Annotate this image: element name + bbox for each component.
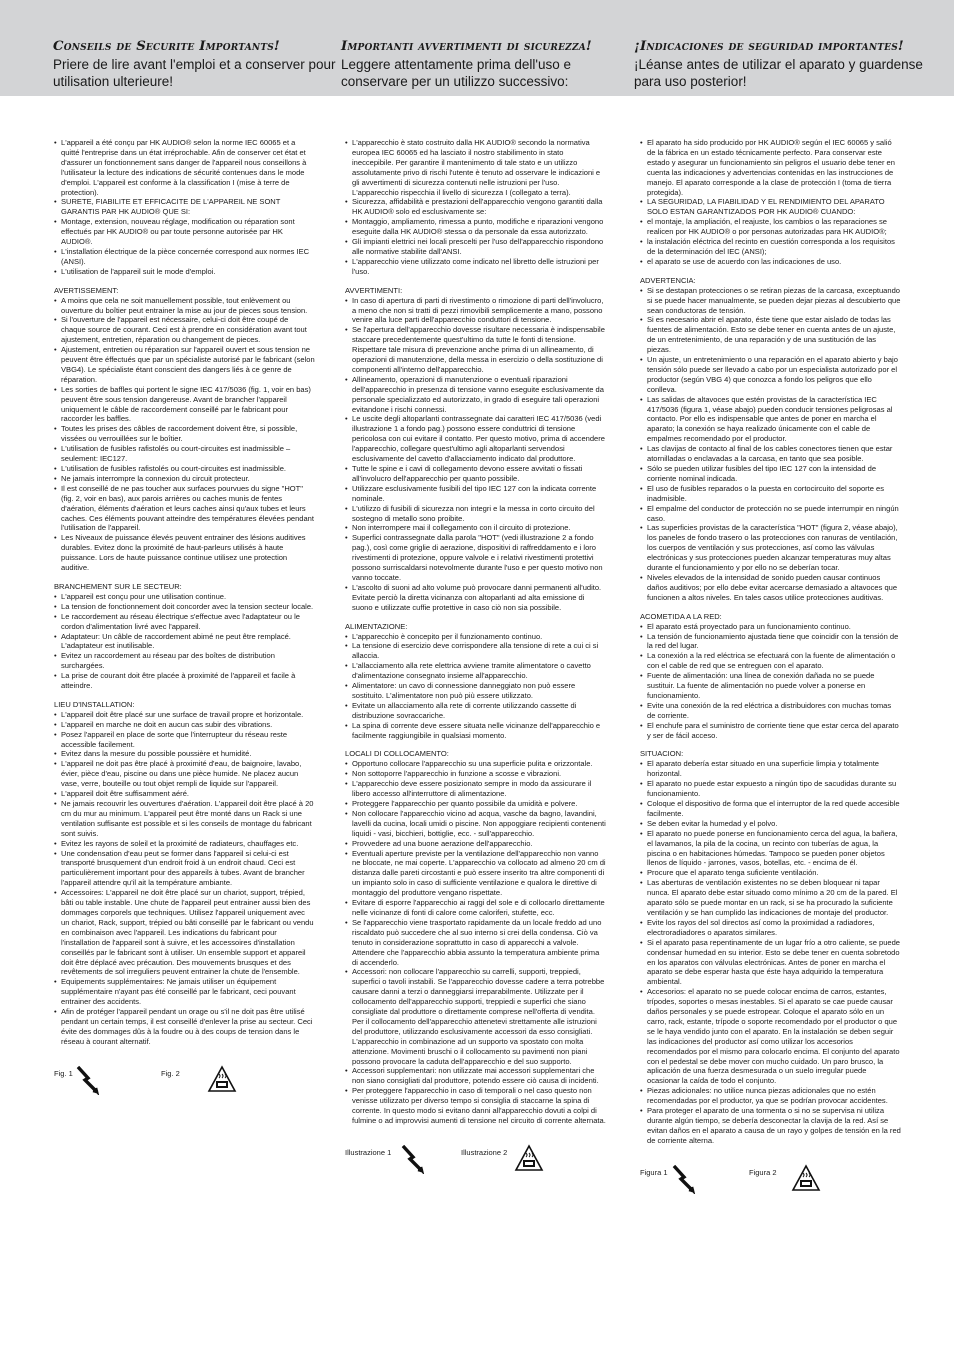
list-item: • Piezas adicionales: no utilice nunca piezas adicionales que no estén recomendadas por el productor, ya que se podrían provocar accidentes. xyxy=(640,1086,901,1106)
list-item: • L'apparecchio è stato costruito dalla HK AUDIO® secondo la normativa europea IEC 60065 ed ha lasciato il nostro stabilimento in stato ineccepibile. Per garantire il mantenimento di tale stato e un utilizzo assolutamente privo di rischi l'utente è tenuto ad osservare le indicazioni e gli avvertimenti di sicurezza contenuti nelle istruzioni per l'uso. L'apparecchio rispecchia il livello di sicurezza I (collegato a terra). xyxy=(345,138,606,197)
list-item: • Se l'apertura dell'apparecchio dovesse risultare necessaria è indispensabile staccare precedentemente quest'ultimo da tutte le fonti di tensione. Rispettare tale misura di prevenzione anche prima di un allineamento, di operazioni di manutenzione, della messa in esercizio o della sostituzione di componenti all'interno dell'apparecchio. xyxy=(345,325,606,375)
list-item: • L'utilizzo di fusibili di sicurezza non integri e la messa in corto circuito del sostegno di metallo sono proibite. xyxy=(345,504,606,524)
figure-row xyxy=(47,1065,315,1105)
list-item: • Allineamento, operazioni di manutenzione o eventuali riparazioni dell'apparecchio in presenza di tensione vanno eseguite esclusivamente da personale specializzato ed autorizzato, in grado di eseguire tali operazioni evitandone i rischi connessi. xyxy=(345,375,606,415)
list-item: • Proteggere l'apparecchio per quanto possibile da umidità e polvere. xyxy=(345,799,606,809)
list-item: • Evitez dans la mesure du possible poussière et humidité. xyxy=(54,749,315,759)
list-item: • Une condensation d'eau peut se former dans l'appareil si celui-ci est transporté brusquement d'un endroit froid à un endroit chaud. Ceci est particulièrement important pour des appareils à tubes. Avant de brancher l'appareil attendre qu'il ait la température ambiante. xyxy=(54,849,315,889)
list-item: • L'apparecchio è concepito per il funzionamento continuo. xyxy=(345,632,606,642)
figure-1-label: Fig. 1 xyxy=(54,1068,73,1078)
list-item: • L'allacciamento alla rete elettrica avviene tramite alimentatore o cavetto d'alimentazione consegnato insieme all'apparecchio. xyxy=(345,661,606,681)
lightning-bolt-icon xyxy=(75,1065,101,1098)
section xyxy=(633,138,901,267)
section-heading: ALIMENTAZIONE: xyxy=(345,621,408,631)
list-item: • L'appareil a été conçu par HK AUDIO® selon la norme IEC 60065 et a quitté l'entreprise dans un état irréprochable. Afin de conserver cet état et d'assurer un fonctionnement sans danger de l'appareil nous conseillons à l'utilisateur la lecture des indications de sécurité contenues dans le mode d'emploi. L'appareil est conforme à la classification I (mise à terre de protection). xyxy=(54,138,315,197)
list-item: • Las salidas de altavoces que estén provistas de la característica IEC 417/5036 (figura 1, véase abajo) pueden conducir tensiones peligrosas al contacto. Por ello es indispensable que antes de poner en marcha el aparato; la conexión se haya realizado únicamente con el cable de empalmes recomendado por el productor. xyxy=(640,395,901,445)
lightning-bolt-icon xyxy=(400,1144,426,1177)
section-heading: AVERTISSEMENT: xyxy=(54,285,119,295)
list-item: • Superfici contrassegnate dalla parola "HOT" (vedi illustrazione 2 a fondo pag.), così come griglie di aerazione, dispositivi di raffreddamento e i loro rivestimenti di protezione, oppure valvole e i relativi rivestimenti protettivi possono surriscaldarsi notevolmente durante l'uso e per questo motivo non vanno toccate. xyxy=(345,533,606,583)
list-item: • L'ascolto di suoni ad alto volume può provocare danni permanenti all'udito. Evitate perciò la diretta vicinanza con altoparlanti ad alta emissione di suono e utilizzate cuffie protettive in caso ciò non sia possibile. xyxy=(345,583,606,613)
title-it: Importanti avvertimenti di sicurezza! xyxy=(341,39,592,54)
list-item: • Non interrompere mai il collegamento con il circuito di protezione. xyxy=(345,523,606,533)
list-item: • El enchufe para el suministro de corriente tiene que estar cerca del aparato y ser de fácil acceso. xyxy=(640,721,901,741)
list-item: • Ne jamais recouvrir les ouvertures d'aération. L'appareil doit être placé à 20 cm du mur au minimum. L'appareil peut être monté dans un Rack si une ventilation suffisante est possible et si les conseils de montage du fabricant sont suivis. xyxy=(54,799,315,839)
list-item: • Utilizzare esclusivamente fusibili del tipo IEC 127 con la indicata corrente nominale. xyxy=(345,484,606,504)
bullet-list xyxy=(54,138,315,277)
list-item: • Evitare di esporre l'apparecchio ai raggi del sole e di collocarlo direttamente nelle vicinanze di fonti di calore come caloriferi, stufette, ecc. xyxy=(345,898,606,918)
list-item: • Il est conseillé de ne pas toucher aux surfaces pourvues du signe "HOT" (fig. 2, voir en bas), aux parois arrières ou caches munis de fentes d'aération, éléments d'aération et leurs caches ainsi qu'aux tubes et leurs caches. Ces éléments pouvant atteindre des températures élevées pendant l'utilisation de l'appareil. xyxy=(54,484,315,534)
figure-2-label: Fig. 2 xyxy=(161,1068,180,1078)
list-item: • La prise de courant doit être placée à proximité de l'appareil et facile à atteindre. xyxy=(54,671,315,691)
list-item: • La tensión de funcionamiento ajustada tiene que coincidir con la tensión de la red del lugar. xyxy=(640,632,901,652)
list-item: • La spina di corrente deve essere situata nelle vicinanze dell'apparecchio e facilmente raggiungibile in qualsiasi momento. xyxy=(345,721,606,741)
list-item: • Ne jamais interrompre la connexion du circuit protecteur. xyxy=(54,474,315,484)
list-item: • A moins que cela ne soit manuellement possible, tout enlèvement ou ouverture du boîtier peut entrainer la mise au jour de pieces sous tension. xyxy=(54,296,315,316)
list-item: • el montaje, la ampliación, el reajuste, los cambios o las reparaciones se realicen por HK AUDIO® o por personas autorizadas para HK AUDIO®; xyxy=(640,217,901,237)
section-heading: ACOMETIDA A LA RED: xyxy=(640,611,722,621)
bullet-list xyxy=(54,296,315,573)
list-item: • La conexión a la red eléctrica se efectuará con la fuente de alimentación o con el cable de red que se entreguen con el aparato. xyxy=(640,651,901,671)
list-item: • Accesorios: el aparato no se puede colocar encima de carros, estantes, trípodes, soportes o mesas inestables. Si el aparato se cae puede causar daños personales y se puede estropear. Coloque el aparato sólo en un carro, rack, estante, trípode o soporte recomendado por el productor o que se le haya vendido junto con el aparato. En la instalación se deben seguir las indicaciones del productor así como utilizar los accesorios recomendados por el mismo para colocarlo encima. El conjunto del aparato con el pedestal se debe mover con mucho cuidado. Un paro brusco, la aplicación de una fuerza desmesurada o un suelo irregular puede ocasionar la caída de todo el conjunto. xyxy=(640,987,901,1086)
list-item: • Alimentatore: un cavo di connessione danneggiato non può essere sostituito. L'alimentatore non può più essere utilizzato. xyxy=(345,681,606,701)
list-item: • Accessori: non collocare l'apparecchio su carrelli, supporti, treppiedi, superfici o tavoli instabili. Se l'apparecchio dovesse cadere a terra potrebbe causare danni a terzi o danneggiarsi irreparabilmente. Utilizzate per il collocamento dell'apparecchio supporti, treppiedi e superfici che siano consigliate dal produttore o direttamente comprese nell'offerta di vendita. Per il collocamento dell'apparecchio attenetevi strettamente alle istruzioni del produttore, utilizzando esclusivamente accessori da esso consigliati. L'apparecchio in combinazione ad un supporto va spostato con molta attenzione. Movimenti bruschi o il collocamento su pavimenti non piani possono provocare la caduta dell'apparecchio e del suo supporto. xyxy=(345,967,606,1066)
figure-row xyxy=(338,1144,606,1184)
list-item: • El aparato debería estar situado en una superficie limpia y totalmente horizontal. xyxy=(640,759,901,779)
title-es: ¡Indicaciones de seguridad importantes! xyxy=(634,39,904,54)
list-item: • Eventuali aperture previste per la ventilazione dell'apparecchio non vanno ne bloccate, ne mai coperte. L'apparecchio va collocato ad almeno 20 cm di distanza dalle pareti circostanti e può essere inserito tra altre componenti di un impianto solo in caso di sufficiente ventilazione e qualora le direttive di montaggio del produttore vengano rispettate. xyxy=(345,849,606,899)
figure-1-label: Figura 1 xyxy=(640,1167,668,1177)
list-item: • la instalación eléctrica del recinto en cuestión corresponda a los requisitos de la determinación del IEC (ANSI); xyxy=(640,237,901,257)
bullet-list xyxy=(345,632,606,741)
bullet-list xyxy=(54,710,315,1047)
section-heading: LIEU D'INSTALLATION: xyxy=(54,699,135,709)
list-item: • Afin de protéger l'appareil pendant un orage ou s'il ne doit pas être utilisé pendant un certain temps, il est conseillé d'enlever la prise au secteur. Ceci évite des dommages dûs à la foudre ou à des coups de tension dans le réseau à courant alternatif. xyxy=(54,1007,315,1047)
figure-row xyxy=(633,1164,901,1204)
figure-1-label: Illustrazione 1 xyxy=(345,1147,392,1157)
list-item: • Les sorties de baffles qui portent le signe IEC 417/5036 (fig. 1, voir en bas) peuvent être sous tension dangereuse. Avant de brancher l'appareil uniquement le câble de raccordement conseillé par le fabricant pour raccorder les baffles. xyxy=(54,385,315,425)
list-item: • Per proteggere l'apparecchio in caso di temporali o nel caso questo non venisse utilizzato per diverso tempo si consiglia di staccarne la spina di corrente. In questo modo si evitano danni all'apparecchio dovuti a colpi di fulmine o ad improvvisi aumenti di tensione nel circuito di corrente alternata. xyxy=(345,1086,606,1126)
list-item: • Procure que el aparato tenga suficiente ventilación. xyxy=(640,868,901,878)
subtitle-fr: Priere de lire avant l'emploi et a conserver pour utilisation ulterieure! xyxy=(53,57,336,89)
bullet-list xyxy=(640,759,901,1145)
list-item: • L'installation électrique de la pièce concernée correspond aux normes IEC (ANSI). xyxy=(54,247,315,267)
section xyxy=(338,286,606,613)
section xyxy=(338,138,606,277)
list-item: • La tensione di esercizio deve corrispondere alla tensione di rete a cui ci si allaccia. xyxy=(345,641,606,661)
list-item: • L'appareil doit être placé sur une surface de travail propre et horizontale. xyxy=(54,710,315,720)
list-item: • Coloque el dispositivo de forma que el interruptor de la red quede accesible facilmente. xyxy=(640,799,901,819)
lightning-bolt-icon xyxy=(671,1164,697,1197)
bullet-list xyxy=(345,138,606,277)
list-item: • Sicurezza, affidabilità e prestazioni dell'apparecchio vengono garantiti dalla HK AUDIO® solo ed esclusivamente se: xyxy=(345,197,606,217)
section xyxy=(47,138,315,277)
list-item: • el aparato se use de acuerdo con las indicaciones de uso. xyxy=(640,257,901,267)
list-item: • La tension de fonctionnement doit concorder avec la tension secteur locale. xyxy=(54,602,315,612)
list-item: • Si se destapan protecciones o se retiran piezas de la carcasa, exceptuando si se puede hacer manualmente, se pueden dejar piezas al descubierto que sean conductoras de tensión. xyxy=(640,286,901,316)
list-item: • El uso de fusibles reparados o la puesta en cortocircuito del soporte es inadmisible. xyxy=(640,484,901,504)
list-item: • Montaggio, ampliamento, rimessa a punto, modifiche e riparazioni vengono eseguite dalla HK AUDIO® stessa o da personale da essa autorizzato. xyxy=(345,217,606,237)
list-item: • SURETE, FIABILITE ET EFFICACITE DE L'APPAREIL NE SONT GARANTIS PAR HK AUDIO® QUE SI: xyxy=(54,197,315,217)
header-it xyxy=(341,39,631,90)
list-item: • Non collocare l'apparecchio vicino ad acqua, vasche da bagno, lavandini, lavelli da cucina, locali umidi o piscine. Non appoggiare recipienti contenenti liquidi - vasi, bicchieri, bottiglie, ecc. - sull'apparecchio. xyxy=(345,809,606,839)
list-item: • El empalme del conductor de protección no se puede interrumpir en ningún caso. xyxy=(640,504,901,524)
list-item: • Adaptateur: Un câble de raccordement abimé ne peut être remplacé. L'adaptateur est inutilisable. xyxy=(54,632,315,652)
list-item: • L'appareil doit être suffisamment aéré. xyxy=(54,789,315,799)
list-item: • LA SEGURIDAD, LA FIABILIDAD Y EL RENDIMIENTO DEL APARATO SOLO ESTAN GARANTIZADOS POR HK AUDIO® CUANDO: xyxy=(640,197,901,217)
list-item: • In caso di apertura di parti di rivestimento o rimozione di parti dell'involucro, a meno che non si tratti di pezzi rimovibili semplicemente a mano, possono venire alla luce parti dell'apparecchio conduttori di tensione. xyxy=(345,296,606,326)
bullet-list xyxy=(640,622,901,741)
list-item: • L'utilisation de l'appareil suit le mode d'emploi. xyxy=(54,267,315,277)
list-item: • Posez l'appareil en place de sorte que l'interrupteur du réseau reste accessible facilement. xyxy=(54,730,315,750)
list-item: • Si es necesario abrir el aparato, éste tiene que estar aislado de todas las fuentes de alimentación. Esto se debe tener en cuenta antes de un ajuste, de un entretenimiento, de una reparación y de una sustitución de las piezas. xyxy=(640,315,901,355)
list-item: • Se l'apparecchio viene trasportato rapidamente da un locale freddo ad uno riscaldato può succedere che al suo interno si crei della condensa. Ciò va tenuto in considerazione soprattutto in caso di apparecchi a valvole. Attendere che l'apparecchio abbia assunto la temperatura ambiente prima di accenderlo. xyxy=(345,918,606,968)
list-item: • Se deben evitar la humedad y el polvo. xyxy=(640,819,901,829)
list-item: • Ajustement, entretien ou réparation sur l'appareil ouvert et sous tension ne peuvent être éffectués que par un spécialiste autorisé par le fabricant (selon VBG4). Le spécialiste étant conscient des dangers liés à ce genre de réparation. xyxy=(54,345,315,385)
list-item: • Las clavijas de contacto al final de los cables conectores tienen que estar atornilladas o enclavadas a la carcasa, en tanto que sea posible. xyxy=(640,444,901,464)
list-item: • Le uscite degli altoparlanti contrassegnate dai caratteri IEC 417/5036 (vedi illustrazione 1 a fondo pag.) possono essere conduttrici di tensione pericolosa con cui evitare il contatto. Per questo motivo, prima di accendere l'apparecchio, collegare quest'ultimo agli altoparlanti servendosi esclusivamente del cavetto d'allacciamento indicato dal produttore. xyxy=(345,414,606,464)
hot-surface-icon xyxy=(514,1144,544,1175)
header-es xyxy=(634,39,924,90)
section xyxy=(47,700,315,1047)
list-item: • Si el aparato pasa repentinamente de un lugar frío a otro caliente, se puede condensar humedad en su interior. Esto se debe tener en cuenta sobretodo en los aparatos con válvulas electrónicas. Antes de poner en marcha el aparato se debe esperar hasta que éste haya adquirido la temperatura ambiental. xyxy=(640,938,901,988)
section xyxy=(633,276,901,603)
list-item: • L'utilisation de fusibles rafistolés ou court-circuites est inadmissible. xyxy=(54,464,315,474)
list-item: • Las aberturas de ventilación existentes no se deben bloquear ni tapar nunca. El aparato debe estar situado como mínimo a 20 cm de la pared. El aparato sólo se puede montar en un rack, si se ha procurado la suficiente ventilación y se han cumplido las indicaciones de montaje del productor. xyxy=(640,878,901,918)
list-item: • L'apparecchio viene utilizzato come indicato nel libretto delle istruzioni per l'uso. xyxy=(345,257,606,277)
section xyxy=(633,749,901,1145)
list-item: • Les Niveaux de puissance élevés peuvent entrainer des lésions auditives durables. Evitez donc la proximité de haut-parleurs utilisés à haute puissance. Lors de haute puissance continue utilisez une protection auditive. xyxy=(54,533,315,573)
bullet-list xyxy=(640,138,901,267)
subtitle-it: Leggere attentamente prima dell'uso e conservare per un utilizzo successivo: xyxy=(341,57,571,89)
list-item: • Si l'ouverture de l'appareil est nécessaire, celui-ci doit être coupé de chaque source de courant. Ceci est à prendre en considération avant tout ajustement, entretien, réparation ou changement de pieces. xyxy=(54,315,315,345)
list-item: • L'appareil ne doit pas être placé à proximité d'eau, de baignoire, lavabo, évier, pièce d'eau, piscine ou dans une pièce humide. Ne placez aucun vase, verre, bouteille ou tout objet rempli de liquide sur l'appareil. xyxy=(54,759,315,789)
bullet-list xyxy=(54,592,315,691)
bullet-list xyxy=(345,296,606,613)
section-heading: BRANCHEMENT SUR LE SECTEUR: xyxy=(54,581,182,591)
section xyxy=(633,612,901,741)
list-item: • Provvedere ad una buone aerazione dell'apparecchio. xyxy=(345,839,606,849)
section-heading: ADVERTENCIA: xyxy=(640,275,696,285)
bullet-list xyxy=(640,286,901,603)
hot-surface-icon xyxy=(207,1065,237,1096)
list-item: • Le raccordement au réseau électrique s'effectue avec l'adaptateur ou le cordon d'alimentation livré avec l'appareil. xyxy=(54,612,315,632)
section-heading: LOCALI DI COLLOCAMENTO: xyxy=(345,749,449,759)
list-item: • Gli impianti elettrici nei locali prescelti per l'uso dell'apparecchio rispondono alle normative stabilite dall'ANSI. xyxy=(345,237,606,257)
list-item: • El aparato está proyectado para un funcionamiento continuo. xyxy=(640,622,901,632)
list-item: • L'utilisation de fusibles rafistolés ou court-circuites est inadmissible – seulement: IEC127. xyxy=(54,444,315,464)
section xyxy=(338,622,606,741)
list-item: • L'appareil est conçu pour une utilisation continue. xyxy=(54,592,315,602)
list-item: • Fuente de alimentación: una línea de conexión dañada no se puede sustituir. La fuente de alimentación no puede volver a ponerse en funcionamiento. xyxy=(640,671,901,701)
subtitle-es: ¡Léanse antes de utilizar el aparato y guardense para uso posterior! xyxy=(634,57,923,89)
list-item: • Tutte le spine e i cavi di collegamento devono essere avvitati o fissati all'involucro dell'apparecchio per quanto possibile. xyxy=(345,464,606,484)
list-item: • Non sottoporre l'apparecchio in funzione a scosse e vibrazioni. xyxy=(345,769,606,779)
list-item: • Accessori supplementari: non utilizzate mai accessori supplementari che non siano consigliati dal produttore, potendo essere ciò causa di incidenti. xyxy=(345,1066,606,1086)
section xyxy=(47,286,315,573)
list-item: • El aparato no puede ponerse en funcionamiento cerca del agua, la bañera, el lavamanos, la pila de la cocina, un recinto con tuberías de agua, la piscina o en habitaciones húmedas. Tampoco se pueden poner objetos llenos de líquido - jarrones, vasos, botellas, etc. - encima de él. xyxy=(640,829,901,869)
list-item: • El aparato ha sido producido por HK AUDIO® según el IEC 60065 y salió de la fábrica en un estado técnicamente perfecto. Para conservar este estado y asegurar un funcionamiento sin peligros el usuario debe tener en cuenta las indicaciones y advertencias contenidas en las instrucciones de manejo. El aparato corresponde a la clase de protección I (toma de tierra protegida). xyxy=(640,138,901,197)
list-item: • Evite una conexión de la red eléctrica a distribuidores con muchas tomas de corriente. xyxy=(640,701,901,721)
list-item: • Para proteger el aparato de una tormenta o si no se supervisa ni utiliza durante algún tiempo, se debería desconectar la clavija de la red. Así se evitan daños en el aparato a causa de un rayo y golpes de tensión en la red de corriente alterna. xyxy=(640,1106,901,1146)
list-item: • Evitate un allacciamento alla rete di corrente utilizzando cassette di distribuzione sovraccariche. xyxy=(345,701,606,721)
list-item: • Evitez les rayons de soleil et la proximité de radiateurs, chauffages etc. xyxy=(54,839,315,849)
list-item: • Accessoires: L'appareil ne doit être placé sur un chariot, support, trépied, bâti ou table instable. Une chute de l'appareil peut entrainer aussi bien des dommages corporels que techniques. Utilisez l'appareil uniquement avec un chariot, Rack, support, trépied ou bâti conseillé par le fabricant ou vendu en combinaison avec l'appareil. Les indications du fabricant pour l'installation de l'appareil sont à suivre, et les accessoires d'installation conseillés par le fabricant sont à utiliser. Un ensemble support et appareil doit être déplacé avec précaution. Des mouvements brusques et des revêtements de sol irreguliers peuvent entrainer la chute de l'ensemble. xyxy=(54,888,315,977)
list-item: • L'apparecchio deve essere posizionato sempre in modo da assicurare il libero accesso all'interruttore di alimentazione. xyxy=(345,779,606,799)
list-item: • Opportuno collocare l'apparecchio su una superficie pulita e orizzontale. xyxy=(345,759,606,769)
list-item: • Equipements supplémentaires: Ne jamais utiliser un équipement supplémentaire n'ayant pas été conseillé par le fabricant, ceci pouvant entrainer des accidents. xyxy=(54,977,315,1007)
list-item: • Las superficies provistas de la característica "HOT" (figura 2, véase abajo), los paneles de fondo trasero o las protecciones con ranuras de ventilación, los cuerpos de ventilación y sus protecciones, así como las válvulas electrónicas y sus protecciones pueden alcanzar temperaturas muy altas durante el funcionamiento y por ello no se deberían tocar. xyxy=(640,523,901,573)
bullet-list xyxy=(345,759,606,1126)
list-item: • Evitez un raccordement au réseau par des boîtes de distribution surchargées. xyxy=(54,651,315,671)
list-item: • El aparato no puede estar expuesto a ningún tipo de sacudidas durante su funcionamiento. xyxy=(640,779,901,799)
list-item: • Niveles elevados de la intensidad de sonido pueden causar continuos daños auditivos; por ello debe evitar acercarse demasiado a altavoces que funcionen a altos niveles. En tales casos utilice protecciones auditivas. xyxy=(640,573,901,603)
list-item: • Sólo se pueden utilizar fusibles del tipo IEC 127 con la intensidad de corriente nominal indicada. xyxy=(640,464,901,484)
column-it xyxy=(338,138,606,1184)
list-item: • L'appareil en marche ne doit en aucun cas subir des vibrations. xyxy=(54,720,315,730)
list-item: • Evite los rayos del sol directos así como la proximidad a radiadores, electroradiadores o aparatos similares. xyxy=(640,918,901,938)
header-fr xyxy=(53,39,343,90)
list-item: • Montage, extension, nouveau réglage, modification ou réparation sont effectués par HK AUDIO® ou par toute personne autorisée par HK AUDIO®. xyxy=(54,217,315,247)
list-item: • Toutes les prises des câbles de raccordement doivent être, si possible, vissées ou verrouillées sur le boîtier. xyxy=(54,424,315,444)
figure-2-label: Illustrazione 2 xyxy=(461,1147,508,1157)
hot-surface-icon xyxy=(791,1164,821,1195)
column-fr xyxy=(47,138,315,1105)
section-heading: SITUACION: xyxy=(640,749,684,759)
column-es xyxy=(633,138,901,1204)
section xyxy=(338,749,606,1125)
section-heading: AVVERTIMENTI: xyxy=(345,285,403,295)
title-fr: Conseils de Securite Importants! xyxy=(53,39,280,54)
section xyxy=(47,582,315,691)
list-item: • Un ajuste, un entretenimiento o una reparación en el aparato abierto y bajo tensión sólo puede ser llevado a cabo por un especialista autorizado por el productor (según VBG 4) que conozca a fondo los peligros que ello conlleva. xyxy=(640,355,901,395)
figure-2-label: Figura 2 xyxy=(749,1167,777,1177)
